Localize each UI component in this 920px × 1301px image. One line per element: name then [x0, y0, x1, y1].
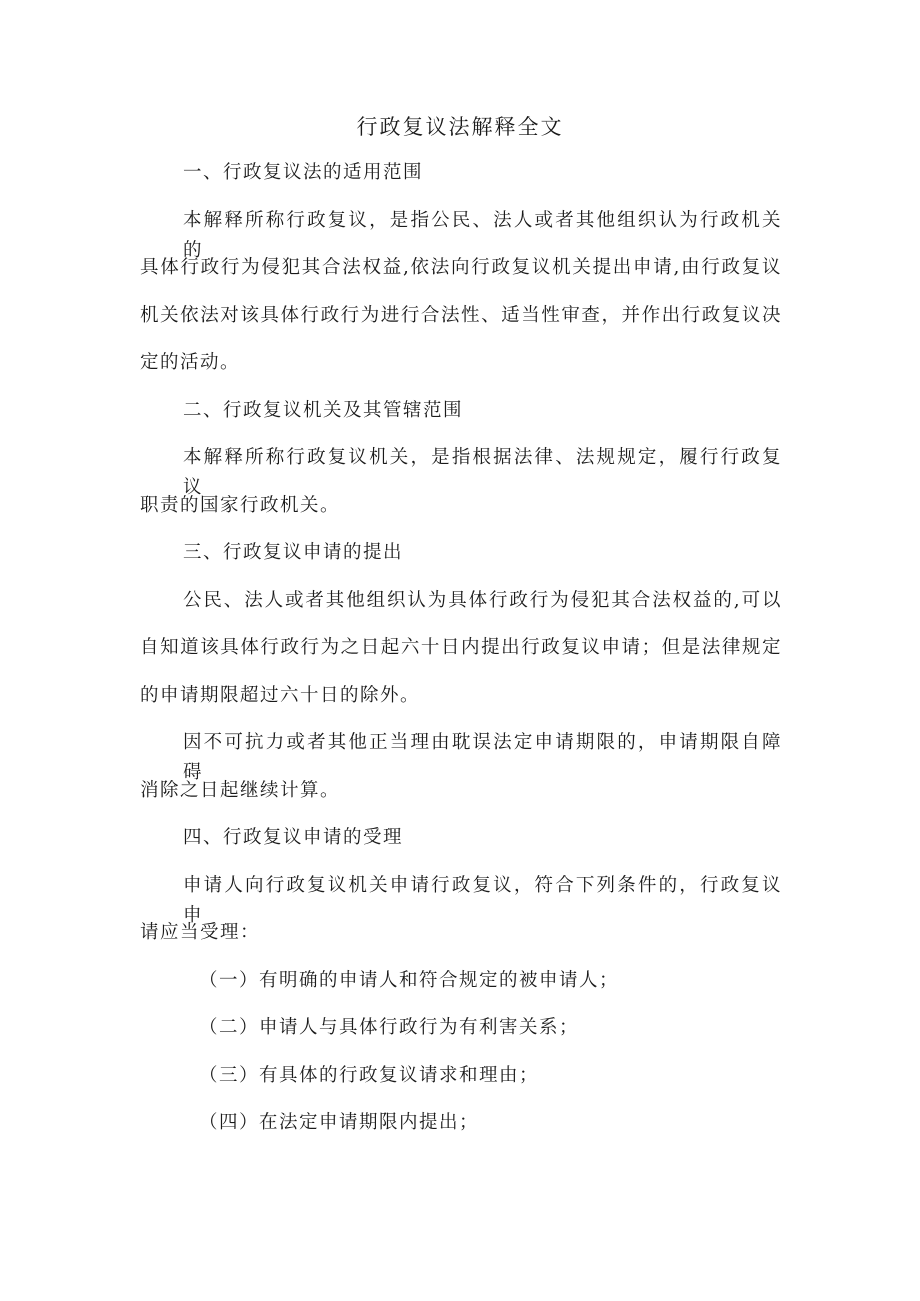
list-item: （一）有明确的申请人和符合规定的被申请人； — [199, 970, 620, 991]
paragraph-line: 申请人向行政复议机关申请行政复议，符合下列条件的，行政复议申 — [183, 875, 782, 926]
list-item: （四）在法定申请期限内提出； — [199, 1112, 480, 1133]
paragraph-line: 定的活动。 — [140, 352, 241, 373]
paragraph-line: 具体行政行为侵犯其合法权益,依法向行政复议机关提出申请,由行政复议 — [140, 257, 782, 278]
paragraph-line: 职责的国家行政机关。 — [140, 495, 341, 516]
document-title: 行政复议法解释全文 — [356, 115, 564, 139]
section-heading-3: 三、行政复议申请的提出 — [183, 542, 404, 563]
paragraph-line: 自知道该具体行政行为之日起六十日内提出行政复议申请；但是法律规定 — [140, 637, 782, 658]
paragraph-line: 消除之日起继续计算。 — [140, 780, 341, 801]
paragraph-line: 机关依法对该具体行政行为进行合法性、适当性审查，并作出行政复议决 — [140, 305, 782, 326]
paragraph-line: 请应当受理： — [140, 922, 261, 943]
paragraph-line: 因不可抗力或者其他正当理由耽误法定申请期限的，申请期限自障碍 — [183, 732, 782, 783]
paragraph-line: 本解释所称行政复议，是指公民、法人或者其他组织认为行政机关的 — [183, 210, 782, 261]
list-item: （二）申请人与具体行政行为有利害关系； — [199, 1017, 580, 1038]
section-heading-2: 二、行政复议机关及其管辖范围 — [183, 400, 464, 421]
section-heading-1: 一、行政复议法的适用范围 — [183, 162, 424, 183]
section-heading-4: 四、行政复议申请的受理 — [183, 827, 404, 848]
paragraph-line: 的申请期限超过六十日的除外。 — [140, 685, 421, 706]
list-item: （三）有具体的行政复议请求和理由； — [199, 1065, 540, 1086]
paragraph-line: 本解释所称行政复议机关，是指根据法律、法规规定，履行行政复议 — [183, 447, 782, 498]
paragraph-line: 公民、法人或者其他组织认为具体行政行为侵犯其合法权益的,可以 — [183, 590, 782, 611]
